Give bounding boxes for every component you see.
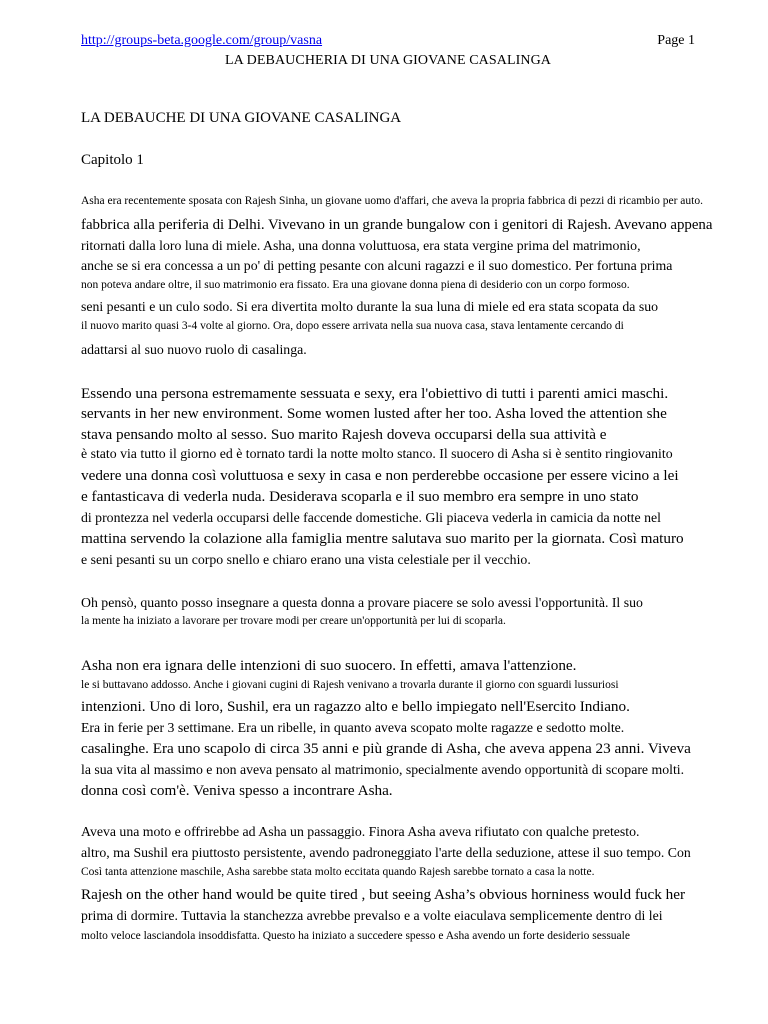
text-line: Aveva una moto e offrirebbe ad Asha un passaggio. Finora Asha aveva rifiutato con qualche pretesto.: [81, 824, 640, 839]
text-line: e seni pesanti su un corpo snello e chiaro erano una vista celestiale per il vecchio.: [81, 552, 531, 567]
text-line: e fantasticava di vederla nuda. Desiderava scoparla e il suo membro era sempre in uno stato: [81, 488, 639, 505]
text-line: prima di dormire. Tuttavia la stanchezza avrebbe prevalso e a volte eiaculava semplicemente dentro di lei: [81, 908, 663, 923]
text-line: fabbrica alla periferia di Delhi. Vivevano in un grande bungalow con i genitori di Rajesh. Avevano appena: [81, 216, 713, 233]
text-line: adattarsi al suo nuovo ruolo di casalinga.: [81, 342, 307, 357]
document-title: LA DEBAUCHERIA DI UNA GIOVANE CASALINGA: [224, 53, 552, 68]
text-line: è stato via tutto il giorno ed è tornato tardi la notte molto stanco. Il suocero di Asha si è sentito ringiovanito: [81, 446, 673, 461]
text-line: molto veloce lasciandola insoddisfatta. Questo ha iniziato a succedere spesso e Asha avendo un forte desiderio sessuale: [81, 930, 630, 942]
text-line: Era in ferie per 3 settimane. Era un ribelle, in quanto aveva scopato molte ragazze e sedotto molte.: [81, 720, 625, 735]
text-line: altro, ma Sushil era piuttosto persistente, avendo padroneggiato l'arte della seduzione, attese il suo tempo. Con: [81, 845, 691, 860]
text-line: la mente ha iniziato a lavorare per trovare modi per creare un'opportunità per lui di scoparla.: [81, 615, 506, 627]
text-line: stava pensando molto al sesso. Suo marito Rajesh doveva occuparsi della sua attività e: [81, 426, 607, 443]
text-line: Oh pensò, quanto posso insegnare a questa donna a provare piacere se solo avessi l'opportunità. Il suo: [81, 595, 643, 610]
chapter-heading: Capitolo 1: [81, 152, 144, 168]
text-line: Rajesh on the other hand would be quite tired , but seeing Asha’s obvious horniness would fuck her: [81, 886, 686, 903]
text-line: intenzioni. Uno di loro, Sushil, era un ragazzo alto e bello impiegato nell'Esercito Indiano.: [81, 698, 630, 715]
text-line: il nuovo marito quasi 3-4 volte al giorno. Ora, dopo essere arrivata nella sua nuova casa, stava lentamente cercando di: [81, 320, 624, 332]
group-url-link[interactable]: http://groups-beta.google.com/group/vasna: [81, 33, 323, 48]
text-line: la sua vita al massimo e non aveva pensato al matrimonio, specialmente avendo opportunità di scopare molti.: [81, 762, 685, 777]
text-line: Così tanta attenzione maschile, Asha sarebbe stata molto eccitata quando Rajesh sarebbe tornato a casa la notte.: [81, 866, 595, 878]
page-number: Page 1: [657, 33, 695, 48]
text-line: ritornati dalla loro luna di miele. Asha, una donna voluttuosa, era stata vergine prima del matrimonio,: [81, 238, 641, 253]
text-line: seni pesanti e un culo sodo. Si era divertita molto durante la sua luna di miele ed era stata scopata da suo: [81, 299, 658, 314]
page-header: [81, 33, 695, 51]
text-line: Asha non era ignara delle intenzioni di suo suocero. In effetti, amava l'attenzione.: [81, 657, 577, 674]
text-line: donna così com'è. Veniva spesso a incontrare Asha.: [81, 782, 393, 799]
text-line: vedere una donna così voluttuosa e sexy in casa e non perderebbe occasione per essere vicino a lei: [81, 467, 679, 484]
text-line: le si buttavano addosso. Anche i giovani cugini di Rajesh venivano a trovarla durante il giorno con sguardi lussuriosi: [81, 679, 619, 691]
text-line: mattina servendo la colazione alla famiglia mentre salutava suo marito per la giornata. Così maturo: [81, 530, 684, 547]
text-line: casalinghe. Era uno scapolo di circa 35 anni e più grande di Asha, che aveva appena 23 anni. Viveva: [81, 740, 691, 757]
text-line: Essendo una persona estremamente sessuata e sexy, era l'obiettivo di tutti i parenti amici maschi.: [81, 385, 669, 402]
text-line: di prontezza nel vederla occuparsi delle faccende domestiche. Gli piaceva vederla in camicia da notte nel: [81, 510, 661, 525]
text-line: non poteva andare oltre, il suo matrimonio era fissato. Era una giovane donna piena di desiderio con un corpo formoso.: [81, 279, 630, 291]
text-line: servants in her new environment. Some women lusted after her too. Asha loved the attention she: [81, 405, 667, 422]
text-line: Asha era recentemente sposata con Rajesh Sinha, un giovane uomo d'affari, che aveva la propria fabbrica di pezzi di ricambio per auto.: [81, 195, 703, 207]
story-title: LA DEBAUCHE DI UNA GIOVANE CASALINGA: [81, 110, 402, 126]
text-line: anche se si era concessa a un po' di petting pesante con alcuni ragazzi e il suo domestico. Per fortuna prima: [81, 258, 673, 273]
